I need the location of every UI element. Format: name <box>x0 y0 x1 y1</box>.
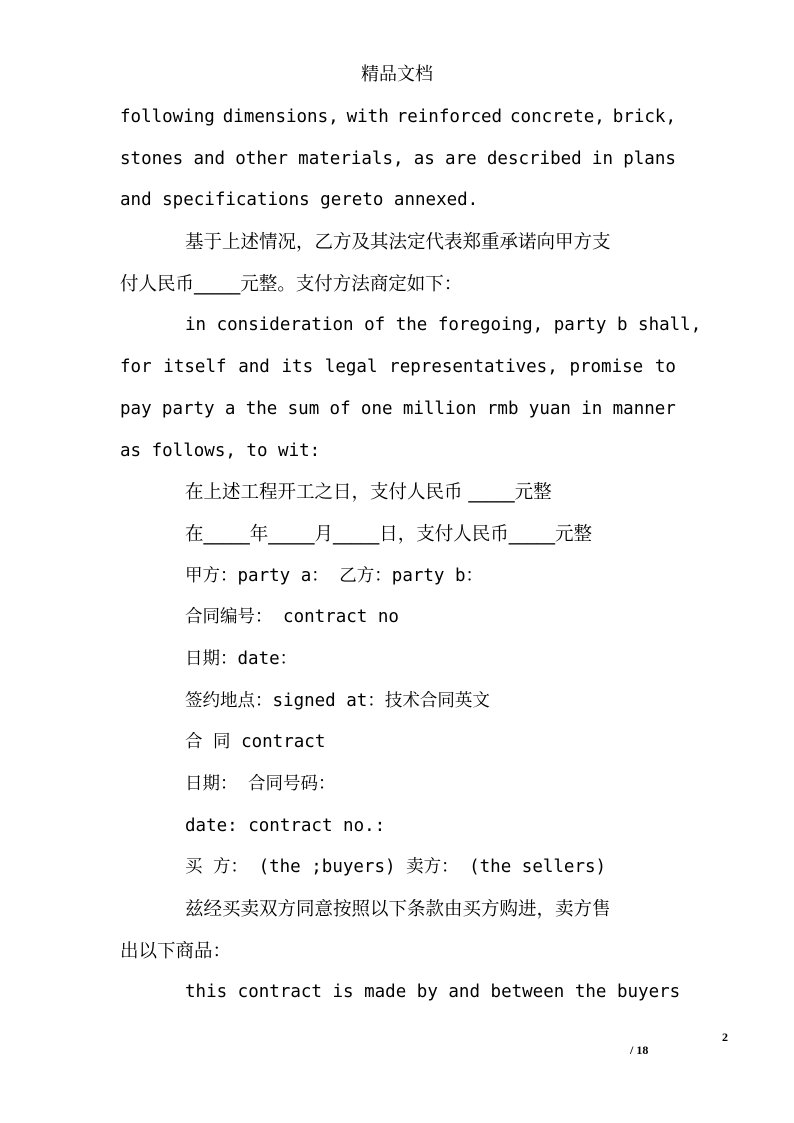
word: concrete, <box>510 107 605 127</box>
word: one <box>360 398 393 419</box>
word: pay <box>120 398 152 419</box>
word: promise <box>569 357 644 378</box>
word: for <box>120 357 152 378</box>
word: and <box>238 357 270 378</box>
word: itself <box>163 357 227 378</box>
paragraph-line-2 <box>120 139 676 181</box>
word: are <box>445 148 477 169</box>
word: reinforced <box>396 107 503 127</box>
paragraph-line-18: date: contract no.: <box>185 815 386 836</box>
word: stones <box>120 148 184 169</box>
paragraph-line-9: as follows, to wit: <box>120 440 321 461</box>
paragraph-line-5: 付人民币_____元整。支付方法商定如下： <box>120 273 463 295</box>
paragraph-line-20: 兹经买卖双方同意按照以下条款由买方购进，卖方售 <box>185 899 611 921</box>
word: as <box>413 148 435 169</box>
paragraph-line-8 <box>120 389 676 431</box>
paragraph-line-6: in consideration of the foregoing, party b shall, <box>185 315 702 336</box>
paragraph-line-21: 出以下商品： <box>120 940 232 962</box>
page-header-title: 精品文档 <box>361 64 433 85</box>
word: brick, <box>612 107 676 127</box>
paragraph-line-10: 在上述工程开工之日，支付人民币 _____元整 <box>185 482 552 504</box>
word: plans <box>623 148 676 169</box>
word: other <box>235 148 288 169</box>
word: to <box>654 357 676 378</box>
word: a <box>224 398 236 419</box>
word: rmb <box>486 398 519 419</box>
word: representatives, <box>389 357 558 378</box>
paragraph-line-19: 买 方： (the ;buyers) 卖方： (the sellers) <box>185 857 607 878</box>
word: party <box>161 398 215 419</box>
word: sum <box>287 398 320 419</box>
paragraph-line-16: 合 同 contract <box>185 732 326 753</box>
paragraph-line-22: this contract is made by and between the buyers <box>185 982 681 1003</box>
paragraph-line-12: 甲方：party a： 乙方：party b： <box>185 565 484 586</box>
paragraph-line-1 <box>120 97 676 139</box>
word: materials, <box>298 148 404 169</box>
word: described <box>486 148 582 169</box>
word: legal <box>324 357 378 378</box>
word: with <box>346 107 389 127</box>
word: manner <box>612 398 676 419</box>
paragraph-line-7 <box>120 347 676 389</box>
paragraph-line-13: 合同编号： contract no <box>185 607 399 628</box>
paragraph-line-4: 基于上述情况，乙方及其法定代表郑重承诺向甲方支 <box>185 232 611 254</box>
word: and <box>193 148 226 169</box>
page-number: 2 <box>722 1030 728 1044</box>
paragraph-line-14: 日期：date： <box>185 648 298 669</box>
document-body <box>120 97 702 1014</box>
word: dimensions, <box>222 107 339 127</box>
paragraph-line-3: and specifications gereto annexed. <box>120 190 479 211</box>
paragraph-line-17: 日期： 合同号码： <box>185 774 336 794</box>
paragraph-line-11: 在_____年_____月_____日，支付人民币_____元整 <box>185 523 593 545</box>
word: in <box>591 148 613 169</box>
word: of <box>329 398 351 419</box>
word: its <box>281 357 314 378</box>
word: million <box>402 398 477 419</box>
word: yuan <box>528 398 571 419</box>
paragraph-line-15: 签约地点：signed at：技术合同英文 <box>185 690 490 711</box>
word: the <box>245 398 278 419</box>
word: in <box>581 398 603 419</box>
page-total: / 18 <box>630 1043 649 1057</box>
word: following <box>120 107 215 127</box>
